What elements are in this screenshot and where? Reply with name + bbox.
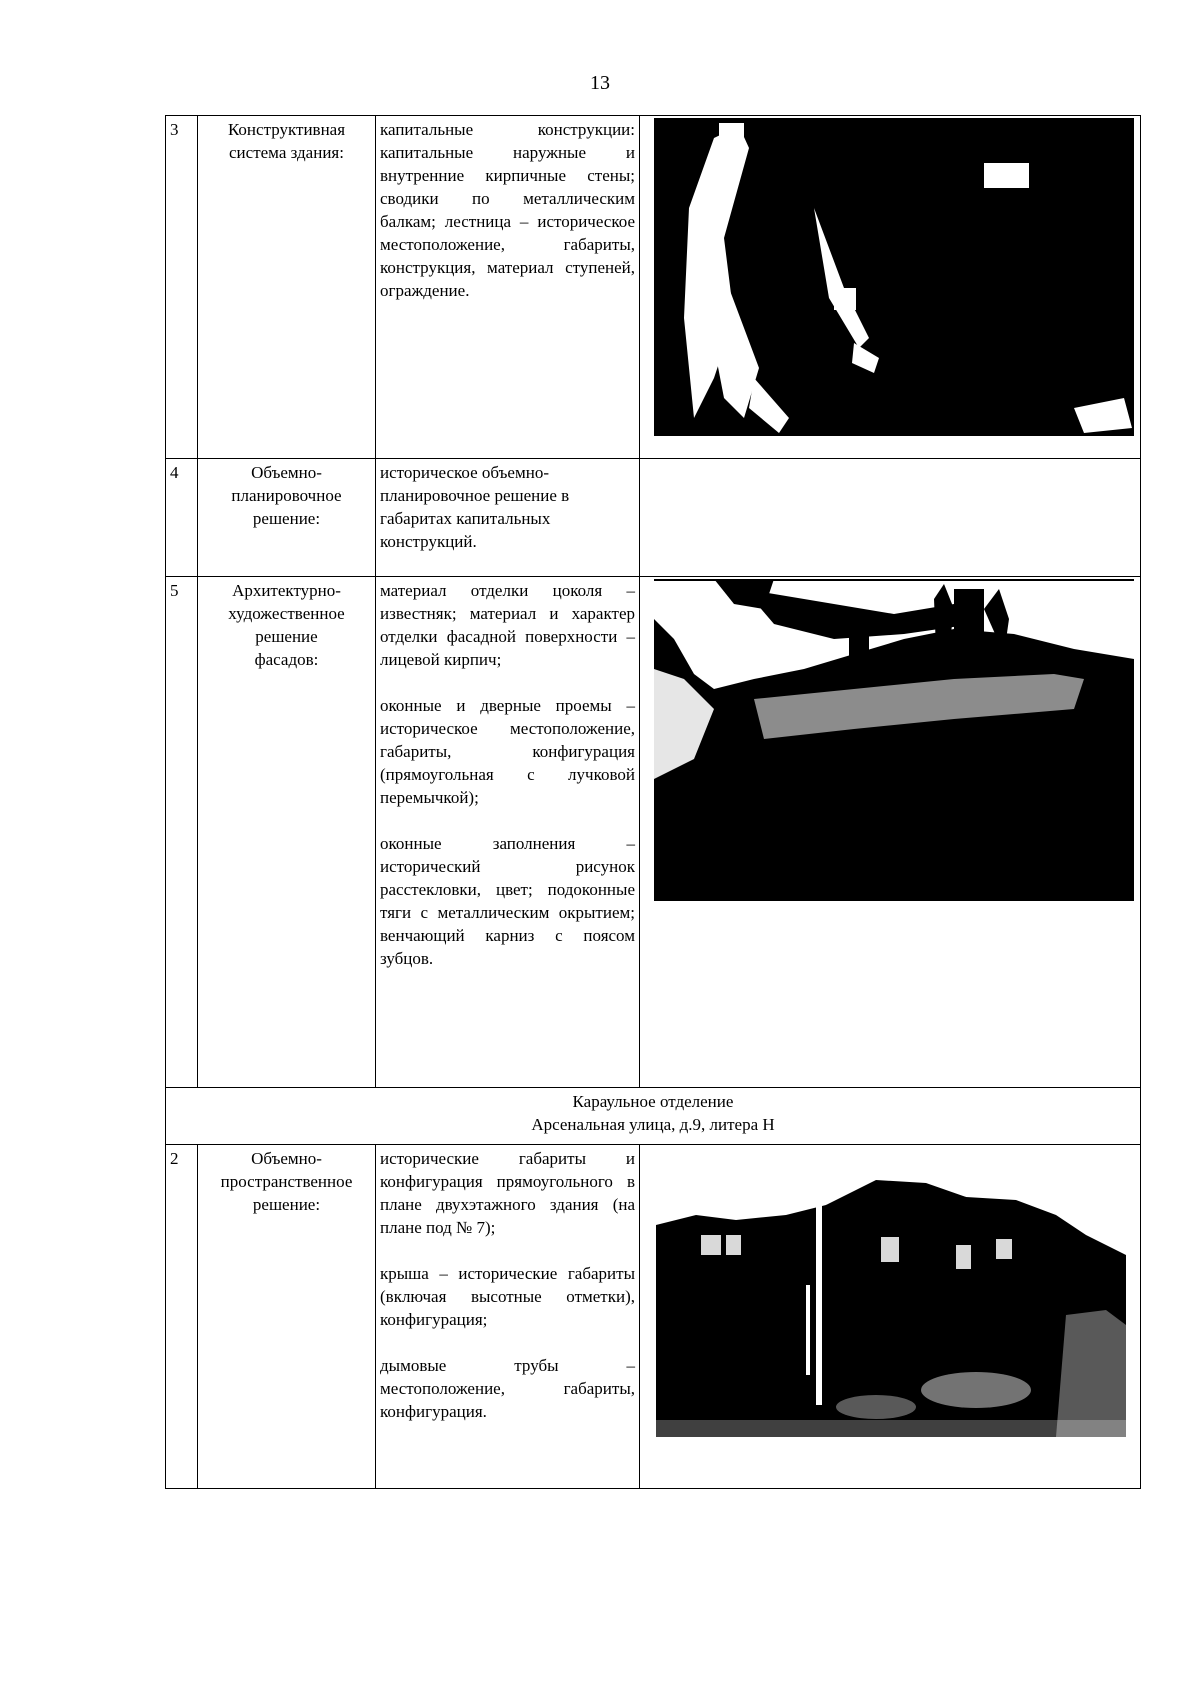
feature-description [376,459,640,577]
photo-cell [640,116,1141,459]
page-number: 13 [590,72,610,94]
table-row [166,459,1141,577]
row-number: 3 [166,116,198,459]
feature-name-line: пространственное [220,1172,353,1191]
feature-name-line: Архитектурно- [232,581,341,600]
feature-description [376,1145,640,1489]
section-address: Арсенальная улица, д.9, литера Н [531,1115,775,1134]
section-heading [166,1088,1141,1145]
feature-name-line: решение: [252,1195,321,1214]
description-paragraph: историческое объемно-планировочное решение в габаритах капитальных конструкций. [380,463,570,551]
row-number: 2 [166,1145,198,1489]
description-paragraph: дымовые трубы – местоположение, габариты, конфигурация. [380,1356,635,1421]
feature-name [198,116,376,459]
feature-name [198,1145,376,1489]
description-paragraph: материал отделки цоколя – известняк; материал и характер отделки фасадной поверхности – лицевой кирпич; [380,581,635,669]
description-paragraph: исторические габариты и конфигурация прямоугольного в плане двухэтажного здания (на плане под № 7); [380,1149,635,1237]
feature-name-line: решение [255,627,318,646]
feature-name-line: система здания: [229,143,344,162]
table-row [166,116,1141,459]
photo-icon [654,118,1134,436]
description-paragraph: капитальные конструкции: капитальные наружные и внутренние кирпичные стены; сводики по металлическим балкам; лестница – историческое местоположение, габариты, конструкция, материал ступеней, ограждение. [380,120,635,300]
feature-description [376,577,640,1088]
feature-name-line: Объемно- [251,463,322,482]
feature-name-line: Конструктивная [227,120,346,139]
photo-icon [654,579,1134,901]
feature-name [198,577,376,1088]
photo-icon [656,1175,1126,1437]
photo-cell [640,577,1141,1088]
protected-features-table [165,115,1141,1489]
description-paragraph: оконные заполнения – исторический рисунок расстекловки, цвет; подоконные тяги с металлическим окрытием; венчающий карниз с поясом зубцов. [380,834,635,968]
row-number: 4 [166,459,198,577]
description-paragraph: оконные и дверные проемы – историческое местоположение, габариты, конфигурация (прямоугольная с лучковой перемычкой); [380,696,635,807]
feature-name-line: Объемно- [251,1149,322,1168]
photo-cell-empty [640,459,1141,577]
feature-name-line: планировочное [231,486,342,505]
description-paragraph: крыша – исторические габариты (включая высотные отметки), конфигурация; [380,1264,635,1329]
feature-description [376,116,640,459]
feature-name-line: художественное [228,604,345,623]
table-row [166,1145,1141,1489]
table-row [166,577,1141,1088]
row-number: 5 [166,577,198,1088]
photo-cell [640,1145,1141,1489]
section-row [166,1088,1141,1145]
feature-name-line: решение: [252,509,321,528]
feature-name [198,459,376,577]
section-title: Караульное отделение [572,1092,734,1111]
feature-name-line: фасадов: [254,650,319,669]
